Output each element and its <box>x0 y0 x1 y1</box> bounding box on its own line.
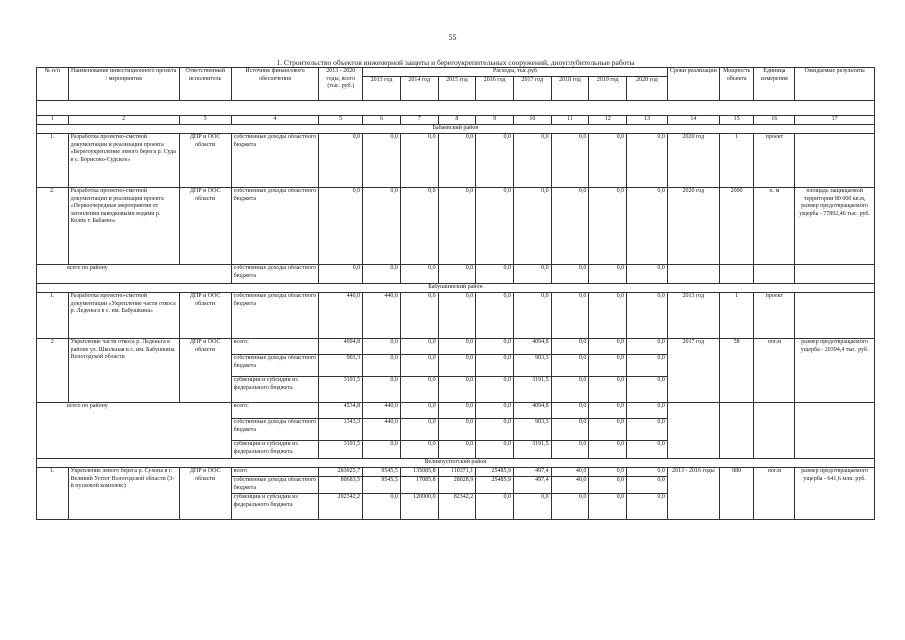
value-cell: 0,0 <box>476 403 514 419</box>
row-deadline: 2020 год <box>667 188 719 265</box>
value-cell: 0,0 <box>438 134 476 188</box>
row-results <box>795 293 875 339</box>
row-unit: пог.м <box>754 339 795 403</box>
col-number: 2 <box>68 116 179 125</box>
row-capacity: 2000 <box>719 188 754 265</box>
value-cell: 0,0 <box>551 265 589 284</box>
header-year: 2017 год <box>513 77 551 101</box>
value-cell: 440,0 <box>363 293 401 339</box>
header-num: № п/п <box>37 68 69 101</box>
value-cell: 9545,5 <box>363 468 401 477</box>
row-results: размер предотвращаемого ущерба - 20394,4 тыс. руб. <box>795 339 875 403</box>
value-cell: 0,0 <box>438 293 476 339</box>
table-row <box>37 468 875 477</box>
col-number: 15 <box>719 116 754 125</box>
row-source: собственные доходы областного бюджета <box>231 293 319 339</box>
value-cell: 0,0 <box>400 403 438 419</box>
value-cell: 440,0 <box>363 419 401 441</box>
value-cell: 0,0 <box>627 468 668 477</box>
value-cell: 0,0 <box>551 293 589 339</box>
value-cell: 0,0 <box>589 419 627 441</box>
value-cell: 0,0 <box>589 477 627 494</box>
district-title: Бабаевский район <box>37 125 875 134</box>
col-number: 14 <box>667 116 719 125</box>
value-cell: 0,0 <box>627 419 668 441</box>
row-unit: п. м <box>754 188 795 265</box>
row-source: собственные доходы областного бюджета <box>231 134 319 188</box>
value-cell: 0,0 <box>476 293 514 339</box>
header-spacer <box>37 101 875 116</box>
col-number: 11 <box>551 116 589 125</box>
value-cell: 0,0 <box>400 419 438 441</box>
row-capacity: 1 <box>719 293 754 339</box>
row-executor: ДПР и ООС области <box>179 293 231 339</box>
row-executor: ДПР и ООС области <box>179 188 231 265</box>
value-cell: 40,0 <box>551 468 589 477</box>
value-cell: 0,0 <box>513 293 551 339</box>
col-number: 12 <box>589 116 627 125</box>
col-number: 4 <box>231 116 319 125</box>
row-executor: ДПР и ООС области <box>179 339 231 403</box>
value-cell: 0,0 <box>400 377 438 403</box>
value-cell: 28028,9 <box>438 477 476 494</box>
header-unit: Единица измерения <box>754 68 795 101</box>
value-cell: 0,0 <box>551 339 589 355</box>
value-cell: 0,0 <box>363 355 401 377</box>
value-cell: 0,0 <box>400 265 438 284</box>
value-cell: 0,0 <box>476 441 514 459</box>
row-source: субвенции и субсидии из федерального бюджета <box>231 377 319 403</box>
value-cell: 0,0 <box>551 188 589 265</box>
section-title: 1. Строительство объектов инженерной защиты и берегоукрепительных сооружений, дноуглубительные работы <box>37 58 875 68</box>
value-cell: 0,0 <box>438 377 476 403</box>
header-year: 2016 год <box>476 77 514 101</box>
row-num: 1. <box>37 468 69 520</box>
value-cell: 3191,5 <box>513 441 551 459</box>
table-row <box>37 293 875 339</box>
value-cell: 0,0 <box>476 494 514 520</box>
table-row <box>37 134 875 188</box>
value-cell: 0,0 <box>438 339 476 355</box>
value-cell: 0,0 <box>627 377 668 403</box>
value-cell: 0,0 <box>551 403 589 419</box>
value-cell: 0,0 <box>589 441 627 459</box>
value-cell: 0,0 <box>476 265 514 284</box>
value-cell: 3191,5 <box>319 377 363 403</box>
col-number: 16 <box>754 116 795 125</box>
row-name: Разработка проектно-сметной документации и реализация проекта «Первоочередные мероприятия от затопления паводковыми водами р. Колпь г. Бабаево» <box>68 188 179 265</box>
district-total-row <box>37 403 875 419</box>
header-total: 2013 - 2020 годы, всего (тыс. руб.) <box>319 68 363 101</box>
value-cell: 0,0 <box>589 134 627 188</box>
row-deadline: 2017 год <box>667 339 719 403</box>
value-cell: 0,0 <box>513 188 551 265</box>
value-cell: 0,0 <box>438 265 476 284</box>
header-source: Источник финансового обеспечения <box>231 68 319 101</box>
value-cell: 0,0 <box>319 265 363 284</box>
header-year: 2019 год <box>589 77 627 101</box>
value-cell: 283025,7 <box>319 468 363 477</box>
row-num: 2. <box>37 188 69 265</box>
row-name: Укрепление части откоса р. Леденьга в районе ул. Школьная в с. им. Бабушкина Вологодской области <box>68 339 179 403</box>
header-expenses: Расходы, тыс.руб <box>363 68 668 77</box>
value-cell: 0,0 <box>363 265 401 284</box>
value-cell: 0,0 <box>363 188 401 265</box>
value-cell: 0,0 <box>627 134 668 188</box>
value-cell: 0,0 <box>363 339 401 355</box>
value-cell: 0,0 <box>551 355 589 377</box>
value-cell: 0,0 <box>589 265 627 284</box>
value-cell: 120000,0 <box>400 494 438 520</box>
value-cell: 0,0 <box>589 339 627 355</box>
value-cell: 0,0 <box>627 494 668 520</box>
header-year: 2013 год <box>363 77 401 101</box>
value-cell: 0,0 <box>513 134 551 188</box>
value-cell: 0,0 <box>513 265 551 284</box>
value-cell: 82342,2 <box>438 494 476 520</box>
value-cell: 0,0 <box>589 468 627 477</box>
value-cell: 497,4 <box>513 468 551 477</box>
col-number: 3 <box>179 116 231 125</box>
value-cell: 0,0 <box>476 355 514 377</box>
value-cell: 0,0 <box>589 403 627 419</box>
row-capacity: 58 <box>719 339 754 403</box>
col-number: 6 <box>363 116 401 125</box>
value-cell: 0,0 <box>400 339 438 355</box>
row-source: собственные доходы областного бюджета <box>231 355 319 377</box>
value-cell: 0,0 <box>551 419 589 441</box>
col-number: 5 <box>319 116 363 125</box>
value-cell: 110371,1 <box>438 468 476 477</box>
row-source: всего <box>231 468 319 477</box>
col-number: 17 <box>795 116 875 125</box>
value-cell: 0,0 <box>438 188 476 265</box>
value-cell: 0,0 <box>627 339 668 355</box>
value-cell: 3191,5 <box>513 377 551 403</box>
value-cell: 4094,8 <box>513 339 551 355</box>
value-cell: 0,0 <box>627 355 668 377</box>
col-number: 9 <box>476 116 514 125</box>
value-cell: 440,0 <box>363 403 401 419</box>
row-source: собственные доходы областного бюджета <box>231 477 319 494</box>
value-cell: 0,0 <box>319 134 363 188</box>
value-cell: 0,0 <box>589 494 627 520</box>
row-results: размер предотвращаемого ущерба - 641,6 млн. руб. <box>795 468 875 520</box>
value-cell: 0,0 <box>551 441 589 459</box>
value-cell: 0,0 <box>363 441 401 459</box>
value-cell: 0,0 <box>627 403 668 419</box>
header-results: Ожидаемые результаты <box>795 68 875 101</box>
value-cell: 0,0 <box>400 188 438 265</box>
header-year: 2015 год <box>438 77 476 101</box>
value-cell: 0,0 <box>627 477 668 494</box>
row-capacity: 1 <box>719 134 754 188</box>
value-cell: 0,0 <box>476 419 514 441</box>
district-title: Великоустюгский район <box>37 459 875 468</box>
value-cell: 0,0 <box>551 377 589 403</box>
header-year: 2014 год <box>400 77 438 101</box>
row-name: Разработка проектно-сметной документации и реализация проекта «Берегоукрепление левого берега р. Суда в с. Борисово-Судское» <box>68 134 179 188</box>
value-cell: 0,0 <box>319 188 363 265</box>
value-cell: 25485,9 <box>476 477 514 494</box>
col-number: 8 <box>438 116 476 125</box>
col-number: 13 <box>627 116 668 125</box>
row-results <box>795 134 875 188</box>
row-deadline: 2013 - 2016 годы <box>667 468 719 520</box>
row-source: всего: <box>231 339 319 355</box>
value-cell: 0,0 <box>627 188 668 265</box>
value-cell: 202342,2 <box>319 494 363 520</box>
row-source: собственные доходы областного бюджета <box>231 188 319 265</box>
value-cell: 40,0 <box>551 477 589 494</box>
value-cell: 0,0 <box>400 441 438 459</box>
value-cell: 17085,8 <box>400 477 438 494</box>
value-cell: 0,0 <box>476 134 514 188</box>
value-cell: 4094,8 <box>319 339 363 355</box>
page-number: 55 <box>448 33 457 42</box>
value-cell: 4534,8 <box>319 403 363 419</box>
header-executor: Ответственный исполнитель <box>179 68 231 101</box>
district-total-row <box>37 265 875 284</box>
row-capacity: 880 <box>719 468 754 520</box>
row-unit: пог.м <box>754 468 795 520</box>
value-cell: 0,0 <box>589 377 627 403</box>
value-cell: 0,0 <box>363 494 401 520</box>
row-source: субвенции и субсидии из федерального бюджета <box>231 494 319 520</box>
row-executor: ДПР и ООС области <box>179 468 231 520</box>
row-source: субвенции и субсидии из федерального бюджета <box>231 441 319 459</box>
value-cell: 4094,8 <box>513 403 551 419</box>
row-name: всего по району <box>37 265 232 284</box>
value-cell: 0,0 <box>476 339 514 355</box>
value-cell: 0,0 <box>513 494 551 520</box>
value-cell: 0,0 <box>551 134 589 188</box>
header-year: 2018 год <box>551 77 589 101</box>
row-num: 1. <box>37 134 69 188</box>
header-year: 2020 год <box>627 77 668 101</box>
row-source: собственные доходы областного бюджета <box>231 265 319 284</box>
value-cell: 0,0 <box>438 441 476 459</box>
row-unit: проект <box>754 293 795 339</box>
value-cell: 903,3 <box>513 419 551 441</box>
col-number: 7 <box>400 116 438 125</box>
row-name: Разработка проектно-сметной документации «Укрепление части откоса р. Леденьга в с. им. Бабушкина» <box>68 293 179 339</box>
value-cell: 0,0 <box>363 377 401 403</box>
value-cell: 0,0 <box>551 494 589 520</box>
value-cell: 0,0 <box>400 355 438 377</box>
value-cell: 25485,9 <box>476 468 514 477</box>
row-source: всего: <box>231 403 319 419</box>
row-deadline: 2013 год <box>667 293 719 339</box>
value-cell: 9545,5 <box>363 477 401 494</box>
value-cell: 1343,3 <box>319 419 363 441</box>
value-cell: 497,4 <box>513 477 551 494</box>
header-capacity: Мощность объекта <box>719 68 754 101</box>
table-row <box>37 188 875 265</box>
value-cell: 0,0 <box>438 419 476 441</box>
column-numbers-row <box>37 116 875 125</box>
value-cell: 80683,5 <box>319 477 363 494</box>
value-cell: 0,0 <box>476 377 514 403</box>
value-cell: 135085,8 <box>400 468 438 477</box>
row-name: всего по району <box>37 403 232 459</box>
value-cell: 0,0 <box>589 293 627 339</box>
value-cell: 0,0 <box>589 188 627 265</box>
row-name: Укрепление левого берега р. Сухона в г. Великий Устюг Вологодской области (3-й пусковой комплекс) <box>68 468 179 520</box>
value-cell: 0,0 <box>400 134 438 188</box>
value-cell: 3191,5 <box>319 441 363 459</box>
value-cell: 440,0 <box>319 293 363 339</box>
value-cell: 0,0 <box>627 265 668 284</box>
row-num: 1. <box>37 293 69 339</box>
row-deadline: 2020 год <box>667 134 719 188</box>
value-cell: 903,3 <box>513 355 551 377</box>
row-results: площадь защищаемой территории 80 000 кв.м, размер предотвращаемого ущерба - 77892,46 тыс. руб. <box>795 188 875 265</box>
header-name: Наименование инвестиционного проекта / мероприятия <box>68 68 179 101</box>
value-cell: 903,3 <box>319 355 363 377</box>
value-cell: 0,0 <box>627 293 668 339</box>
value-cell: 0,0 <box>438 355 476 377</box>
table-row <box>37 339 875 355</box>
col-number: 10 <box>513 116 551 125</box>
investment-projects-table <box>36 57 875 520</box>
value-cell: 0,0 <box>400 293 438 339</box>
row-executor: ДПР и ООС области <box>179 134 231 188</box>
row-num: 2 <box>37 339 69 403</box>
district-title: Бабушкинский район <box>37 284 875 293</box>
header-deadline: Сроки реализации <box>667 68 719 101</box>
col-number: 1 <box>37 116 69 125</box>
row-source: собственные доходы областного бюджета <box>231 419 319 441</box>
value-cell: 0,0 <box>363 134 401 188</box>
value-cell: 0,0 <box>438 403 476 419</box>
value-cell: 0,0 <box>589 355 627 377</box>
row-unit: проект <box>754 134 795 188</box>
value-cell: 0,0 <box>627 441 668 459</box>
value-cell: 0,0 <box>476 188 514 265</box>
